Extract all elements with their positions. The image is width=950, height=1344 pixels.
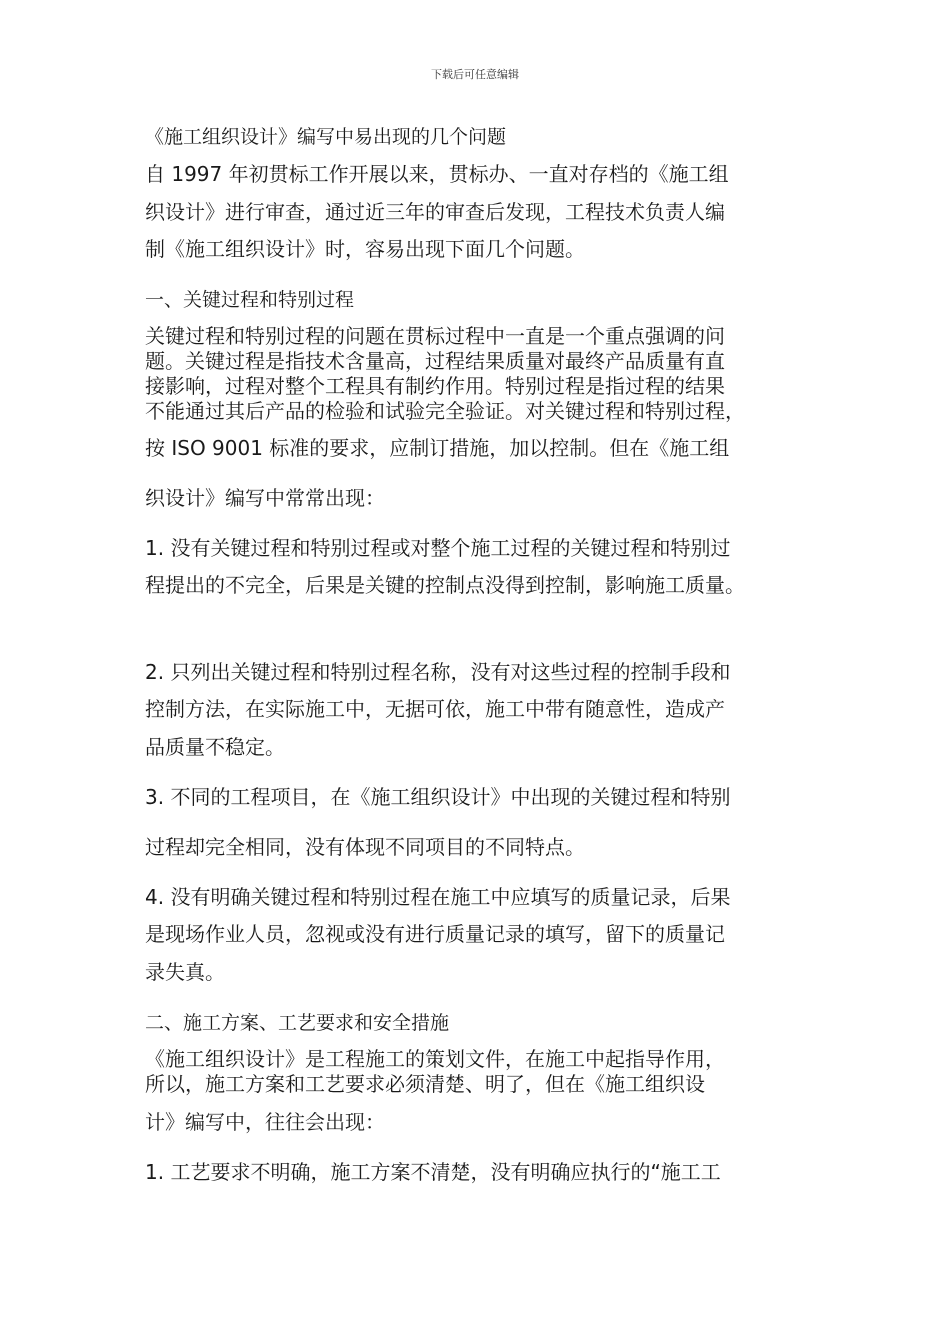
document-title: 《施工组织设计》编写中易出现的几个问题 [145,126,507,148]
list-item-line: 4. 没有明确关键过程和特别过程在施工中应填写的质量记录，后果 [145,885,731,909]
section-heading-1: 一、关键过程和特别过程 [145,289,355,311]
paragraph-line: 所以，施工方案和工艺要求必须清楚、明了，但在《施工组织设 [145,1072,705,1096]
paragraph-line: 织设计》编写中常常出现： [145,486,385,510]
list-item-line: 过程却完全相同，没有体现不同项目的不同特点。 [145,835,585,859]
paragraph-line: 《施工组织设计》是工程施工的策划文件，在施工中起指导作用， [145,1047,725,1071]
paragraph-line: 按 ISO 9001 标准的要求，应制订措施，加以控制。但在《施工组 [145,436,730,460]
paragraph-line: 题。关键过程是指技术含量高，过程结果质量对最终产品质量有直 [145,349,725,373]
paragraph-line: 自 1997 年初贯标工作开展以来，贯标办、一直对存档的《施工组 [145,162,729,186]
paragraph-line: 接影响，过程对整个工程具有制约作用。特别过程是指过程的结果 [145,374,725,398]
page-header: 下载后可任意编辑 [431,68,519,81]
section-heading-2: 二、施工方案、工艺要求和安全措施 [145,1012,450,1034]
list-item-line: 控制方法，在实际施工中，无据可依，施工中带有随意性，造成产 [145,697,725,721]
paragraph-line: 关键过程和特别过程的问题在贯标过程中一直是一个重点强调的问 [145,324,725,348]
list-item-line: 1. 没有关键过程和特别过程或对整个施工过程的关键过程和特别过 [145,536,731,560]
paragraph-line: 计》编写中，往往会出现： [145,1110,385,1134]
list-item-line: 2. 只列出关键过程和特别过程名称，没有对这些过程的控制手段和 [145,660,731,684]
list-item-line: 3. 不同的工程项目，在《施工组织设计》中出现的关键过程和特别 [145,785,731,809]
paragraph-line: 制《施工组织设计》时，容易出现下面几个问题。 [145,237,585,261]
paragraph-line: 不能通过其后产品的检验和试验完全验证。对关键过程和特别过程， [145,399,745,423]
list-item-line: 品质量不稳定。 [145,735,285,759]
list-item-line: 是现场作业人员，忽视或没有进行质量记录的填写，留下的质量记 [145,922,725,946]
paragraph-line: 织设计》进行审查，通过近三年的审查后发现，工程技术负责人编 [145,200,725,224]
list-item-line: 录失真。 [145,960,225,984]
list-item-line: 1. 工艺要求不明确，施工方案不清楚，没有明确应执行的“施工工 [145,1160,721,1184]
list-item-line: 程提出的不完全，后果是关键的控制点没得到控制，影响施工质量。 [145,573,745,597]
